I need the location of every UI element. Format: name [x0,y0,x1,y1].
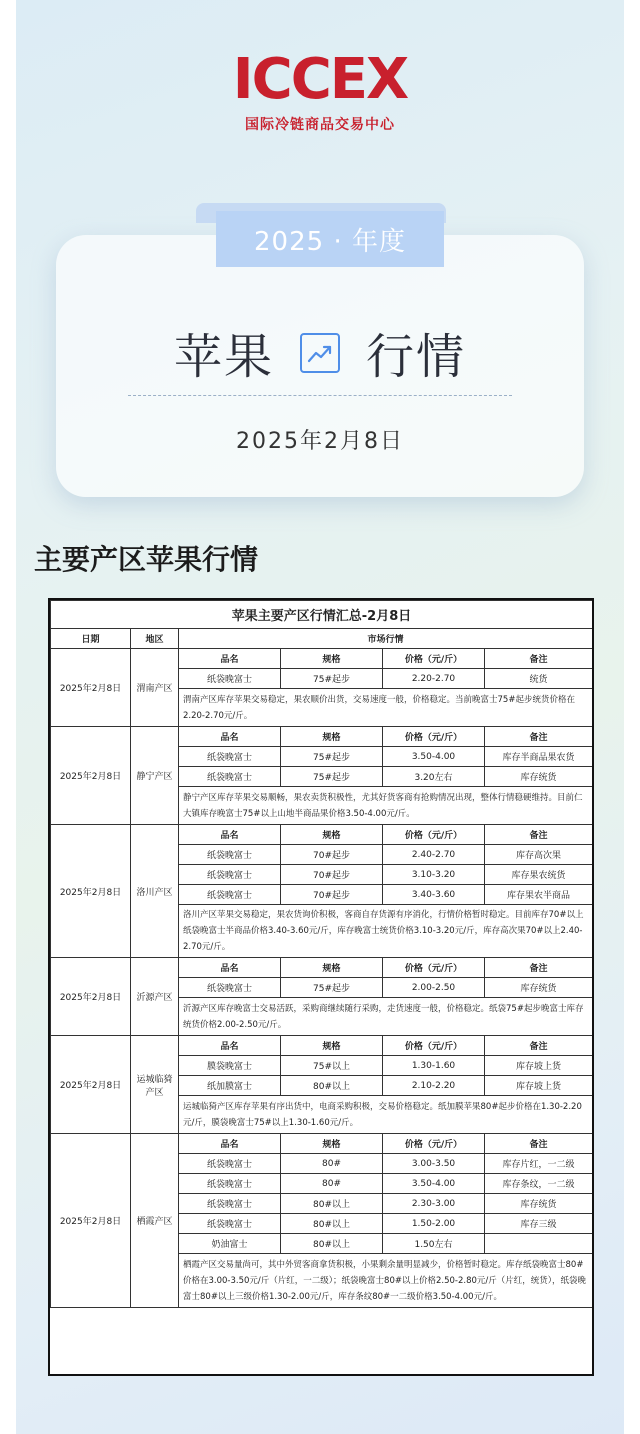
sub-header-remark: 备注 [485,1036,593,1056]
cell-price: 2.20-2.70 [383,669,485,689]
main-title [16,318,624,387]
cell-variety: 纸袋晚富士 [179,1154,281,1174]
cell-variety: 纸袋晚富士 [179,845,281,865]
sub-header-spec: 规格 [281,1134,383,1154]
cell-variety: 膜袋晚富士 [179,1056,281,1076]
cell-remark: 库存果农半商品 [485,885,593,905]
region-note: 洛川产区苹果交易稳定，果农货询价积极，客商自存货源有序消化，行情价格暂时稳定。目前库存70#以上纸袋晚富士半商品价格3.40-3.60元/斤，库存晚富士统货价格3.10-3.20元/斤，库存高次果70#以上2.40-2.70元/斤。 [179,905,593,958]
market-table-image [48,598,594,1376]
cell-price: 1.50左右 [383,1234,485,1254]
sub-header-remark: 备注 [485,649,593,669]
sub-header-spec: 规格 [281,649,383,669]
sub-header-variety: 品名 [179,825,281,845]
region-name: 静宁产区 [131,727,179,825]
report-date: 2025年2月8日 [236,429,404,454]
cell-remark [485,1234,593,1254]
cell-spec: 75#起步 [281,669,383,689]
region-date: 2025年2月8日 [51,825,131,958]
sub-header-spec: 规格 [281,958,383,978]
cell-spec: 80#以上 [281,1214,383,1234]
cell-remark: 库存高次果 [485,845,593,865]
cell-spec: 80#以上 [281,1076,383,1096]
region-name: 沂源产区 [131,958,179,1036]
cell-variety: 纸袋晚富士 [179,865,281,885]
region-note: 渭南产区库存苹果交易稳定，果农顺价出货，交易速度一般，价格稳定。当前晚富士75#起步统货价格在2.20-2.70元/斤。 [179,689,593,727]
title-right: 行情 [366,329,467,385]
cell-variety: 纸袋晚富士 [179,1194,281,1214]
sub-header-price: 价格（元/斤） [383,1134,485,1154]
region-name: 洛川产区 [131,825,179,958]
header-date: 日期 [51,629,131,649]
year-tab-label: 2025 · 年度 [254,226,406,257]
cell-remark: 库存条纹，一二级 [485,1174,593,1194]
trend-chart-icon [300,333,340,373]
logo-mark: ICCEX [232,47,408,112]
region-name: 渭南产区 [131,649,179,727]
sub-header-spec: 规格 [281,825,383,845]
cell-variety: 纸袋晚富士 [179,669,281,689]
cell-price: 2.10-2.20 [383,1076,485,1096]
market-table [50,600,593,1308]
region-date: 2025年2月8日 [51,649,131,727]
region-note: 运城临猗产区库存苹果有序出货中，电商采购积极，交易价格稳定。纸加膜苹果80#起步价格在1.30-2.20元/斤，膜袋晚富士75#以上1.30-1.60元/斤。 [179,1096,593,1134]
cell-spec: 75#起步 [281,978,383,998]
header-region: 地区 [131,629,179,649]
cell-spec: 75#起步 [281,747,383,767]
sub-header-variety: 品名 [179,649,281,669]
cell-spec: 70#起步 [281,885,383,905]
sub-header-spec: 规格 [281,1036,383,1056]
cell-spec: 75#起步 [281,767,383,787]
sub-header-price: 价格（元/斤） [383,1036,485,1056]
cell-spec: 80#以上 [281,1234,383,1254]
cell-remark: 库存坡上货 [485,1076,593,1096]
region-date: 2025年2月8日 [51,1036,131,1134]
cell-variety: 纸袋晚富士 [179,747,281,767]
cell-price: 3.50-4.00 [383,1174,485,1194]
logo [16,47,624,134]
cell-remark: 库存统货 [485,978,593,998]
region-note: 静宁产区库存苹果交易顺畅，果农卖货积极性，尤其好货客商有抢购情况出现，整体行情稳硬维持。目前仁大镇库存晚富士75#以上山地半商品果价格3.50-4.00元/斤。 [179,787,593,825]
cell-price: 3.20左右 [383,767,485,787]
dashed-divider [128,395,512,396]
cell-variety: 纸袋晚富士 [179,1174,281,1194]
cell-remark: 库存三级 [485,1214,593,1234]
table-caption: 苹果主要产区行情汇总-2月8日 [51,601,593,629]
region-name: 栖霞产区 [131,1134,179,1308]
cell-price: 3.10-3.20 [383,865,485,885]
sub-header-price: 价格（元/斤） [383,727,485,747]
sub-header-remark: 备注 [485,1134,593,1154]
cell-variety: 纸加膜富士 [179,1076,281,1096]
cell-price: 2.30-3.00 [383,1194,485,1214]
region-date: 2025年2月8日 [51,1134,131,1308]
year-tab [216,211,444,267]
cell-remark: 库存果农统货 [485,865,593,885]
sub-header-price: 价格（元/斤） [383,825,485,845]
cell-spec: 80# [281,1174,383,1194]
cell-price: 3.40-3.60 [383,885,485,905]
page [16,0,624,1434]
section-title: 主要产区苹果行情 [34,543,259,576]
cell-spec: 75#以上 [281,1056,383,1076]
cell-spec: 80# [281,1154,383,1174]
logo-subtitle: 国际冷链商品交易中心 [245,117,395,133]
cell-price: 2.40-2.70 [383,845,485,865]
cell-variety: 奶油富士 [179,1234,281,1254]
sub-header-price: 价格（元/斤） [383,649,485,669]
sub-header-remark: 备注 [485,727,593,747]
cell-variety: 纸袋晚富士 [179,978,281,998]
cell-variety: 纸袋晚富士 [179,1214,281,1234]
cell-remark: 库存坡上货 [485,1056,593,1076]
cell-spec: 70#起步 [281,845,383,865]
sub-header-remark: 备注 [485,825,593,845]
region-note: 栖霞产区交易量尚可，其中外贸客商拿货积极，小果剩余量明显减少，价格暂时稳定。库存纸袋晚富士80#价格在3.00-3.50元/斤（片红，一二级）；纸袋晚富士80#以上价格2.50-2.80元/斤（片红，统货），纸袋晚富士80#以上三级价格1.30-2.00元/斤，库存条纹80#一二级价格3.50-4.00元/斤。 [179,1254,593,1308]
region-date: 2025年2月8日 [51,727,131,825]
region-date: 2025年2月8日 [51,958,131,1036]
region-note: 沂源产区库存晚富士交易活跃，采购商继续随行采购，走货速度一般，价格稳定。纸袋75#起步晚富士库存统货价格2.00-2.50元/斤。 [179,998,593,1036]
sub-header-remark: 备注 [485,958,593,978]
region-name: 运城临猗产区 [131,1036,179,1134]
sub-header-variety: 品名 [179,1134,281,1154]
cell-remark: 库存半商品果农货 [485,747,593,767]
cell-variety: 纸袋晚富士 [179,885,281,905]
cell-price: 3.50-4.00 [383,747,485,767]
cell-remark: 统货 [485,669,593,689]
cell-variety: 纸袋晚富士 [179,767,281,787]
sub-header-variety: 品名 [179,727,281,747]
cell-price: 3.00-3.50 [383,1154,485,1174]
cell-spec: 70#起步 [281,865,383,885]
cell-price: 2.00-2.50 [383,978,485,998]
sub-header-variety: 品名 [179,1036,281,1056]
cell-remark: 库存片红，一二级 [485,1154,593,1174]
cell-spec: 80#以上 [281,1194,383,1214]
cell-price: 1.50-2.00 [383,1214,485,1234]
sub-header-spec: 规格 [281,727,383,747]
cell-remark: 库存统货 [485,1194,593,1214]
sub-header-variety: 品名 [179,958,281,978]
cell-price: 1.30-1.60 [383,1056,485,1076]
sub-header-price: 价格（元/斤） [383,958,485,978]
header-market: 市场行情 [179,629,593,649]
title-left: 苹果 [173,329,274,385]
cell-remark: 库存统货 [485,767,593,787]
